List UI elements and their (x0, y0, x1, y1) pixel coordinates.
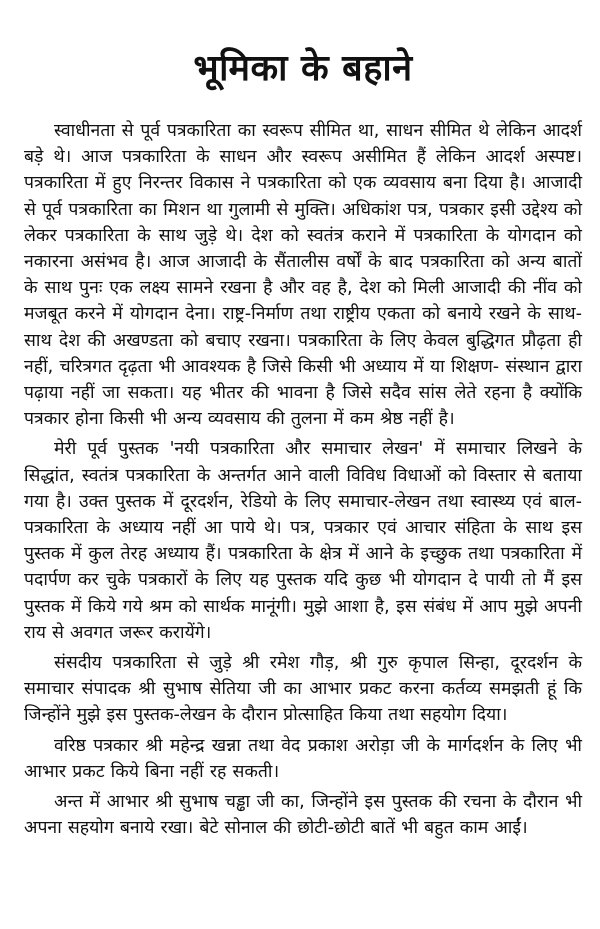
paragraph-4: वरिष्ठ पत्रकार श्री महेन्द्र खन्ना तथा वेद प्रकाश अरोड़ा जी के मार्गदर्शन के लिए भी आभार प्रकट किये बिना नहीं रह सकती। (24, 735, 582, 782)
paragraph-1: स्वाधीनता से पूर्व पत्रकारिता का स्वरूप सीमित था, साधन सीमित थे लेकिन आदर्श बड़े थे। आज पत्रकारिता के साधन और स्वरूप असीमित हैं लेकिन आदर्श अस्पष्ट। पत्रकारिता में हुए निरन्तर विकास ने पत्रकारिता को एक व्यवसाय बना दिया है। आजादी से पूर्व पत्रकारिता का मिशन था गुलामी से मुक्ति। अधिकांश पत्र, पत्रकार इसी उद्देश्य को लेकर पत्रकारिता के साथ जुड़े थे। देश को स्वतंत्र कराने में पत्रकारिता के योगदान को नकारना असंभव है। आज आजादी के सैंतालीस वर्षों के बाद पत्रकारिता को अन्य बातों के साथ पुनः एक लक्ष्य सामने रखना है और वह है, देश को मिली आजादी की नींव को मजबूत करने में योगदान देना। राष्ट्र-निर्माण तथा राष्ट्रीय एकता को बनाये रखने के साथ-साथ देश की अखण्डता को बचाए रखना। पत्रकारिता के लिए केवल बुद्धिगत प्रौढ़ता ही नहीं, चरित्रगत दृढ़ता भी आवश्यक है जिसे किसी भी अध्याय में या शिक्षण- संस्थान द्वारा पढ़ाया नहीं जा सकता। यह भीतर की भावना है जिसे सदैव सांस लेते रहना है क्योंकि पत्रकार होना किसी भी अन्य व्यवसाय की तुलना में कम श्रेष्ठ नहीं है। (24, 121, 582, 430)
page-title: भूमिका के बहाने (193, 48, 413, 89)
paragraph-3: संसदीय पत्रकारिता से जुड़े श्री रमेश गौड़, श्री गुरु कृपाल सिन्हा, दूरदर्शन के समाचार संपादक श्री सुभाष सेतिया जी का आभार प्रकट करना कर्तव्य समझती हूं कि जिन्होंने मुझे इस पुस्तक-लेखन के दौरान प्रोत्साहित किया तथा सहयोग दिया। (24, 653, 582, 726)
paragraph-5: अन्त में आभार श्री सुभाष चड्ढा जी का, जिन्होंने इस पुस्तक की रचना के दौरान भी अपना सहयोग बनाये रखा। बेटे सोनाल की छोटी-छोटी बातें भी बहुत काम आईं। (24, 792, 582, 839)
paragraph-2: मेरी पूर्व पुस्तक 'नयी पत्रकारिता और समाचार लेखन' में समाचार लिखने के सिद्धांत, स्वतंत्र पत्रकारिता के अन्तर्गत आने वाली विविध विधाओं को विस्तार से बताया गया है। उक्त पुस्तक में दूरदर्शन, रेडियो के लिए समाचार-लेखन तथा स्वास्थ्य एवं बाल-पत्रकारिता के अध्याय नहीं आ पाये थे। पत्र, पत्रकार एवं आचार संहिता के साथ इस पुस्तक में कुल तेरह अध्याय हैं। पत्रकारिता के क्षेत्र में आने के इच्छुक तथा पत्रकारिता में पदार्पण कर चुके पत्रकारों के लिए यह पुस्तक यदि कुछ भी योगदान दे पायी तो मैं इस पुस्तक में किये गये श्रम को सार्थक मानूंगी। मुझे आशा है, इस संबंध में आप मुझे अपनी राय से अवगत जरूर करायेंगे। (24, 439, 582, 643)
